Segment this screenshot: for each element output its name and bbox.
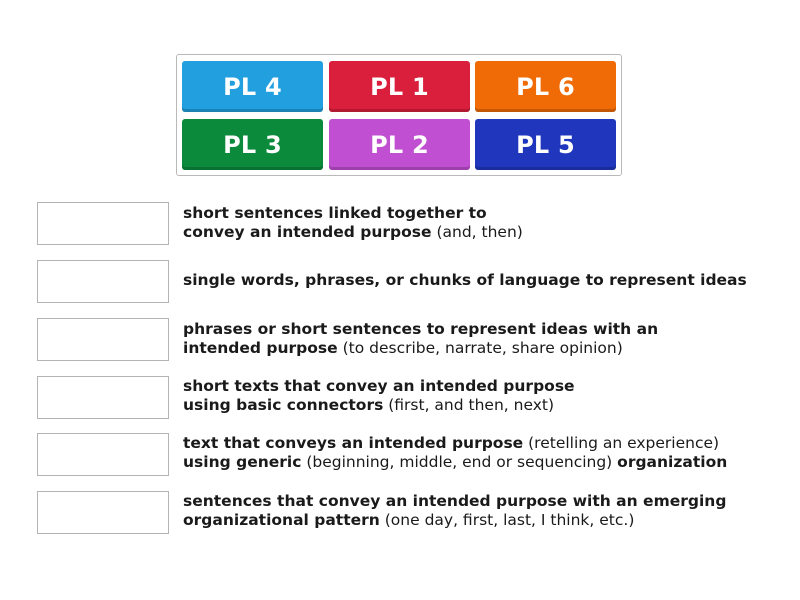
match-row	[37, 376, 737, 420]
description-bold-text: intended purpose	[183, 339, 338, 357]
description-bold-text: text that conveys an intended purpose	[183, 434, 524, 452]
match-row	[37, 202, 737, 246]
description-text	[183, 320, 658, 358]
description-bold-text: organization	[617, 453, 728, 471]
description-bold-text: short texts that convey an intended purpose	[183, 377, 575, 395]
description-example-text: (beginning, middle, end or sequencing)	[301, 453, 618, 471]
description-bold-text: sentences that convey an intended purpose with an emerging	[183, 492, 727, 510]
description-text	[183, 204, 523, 242]
tile-pl-1[interactable]: PL 1	[329, 61, 470, 112]
match-row	[37, 433, 737, 477]
answer-drop-box[interactable]	[37, 202, 169, 245]
description-example-text: (retelling an experience)	[523, 434, 720, 452]
tile-pl-5[interactable]: PL 5	[475, 119, 616, 170]
match-row	[37, 491, 737, 535]
tile-pl-3[interactable]: PL 3	[182, 119, 323, 170]
description-bold-text: short sentences linked together to	[183, 204, 487, 222]
description-example-text: (first, and then, next)	[383, 396, 555, 414]
description-example-text: (to describe, narrate, share opinion)	[337, 339, 623, 357]
answer-drop-box[interactable]	[37, 260, 169, 303]
description-bold-text: single words, phrases, or chunks of language to represent ideas	[183, 271, 747, 289]
description-bold-text: phrases or short sentences to represent ideas with an	[183, 320, 659, 338]
description-text	[183, 434, 727, 472]
description-example-text: (and, then)	[431, 223, 523, 241]
answer-drop-box[interactable]	[37, 491, 169, 534]
description-bold-text: using basic connectors	[183, 396, 384, 414]
description-text	[183, 492, 726, 530]
description-text	[183, 377, 575, 415]
tile-pl-4[interactable]: PL 4	[182, 61, 323, 112]
tile-bank	[176, 54, 622, 176]
match-row	[37, 318, 737, 362]
description-example-text: (one day, first, last, I think, etc.)	[379, 511, 635, 529]
description-bold-text: convey an intended purpose	[183, 223, 432, 241]
description-bold-text: organizational pattern	[183, 511, 380, 529]
description-bold-text: using generic	[183, 453, 302, 471]
tile-pl-2[interactable]: PL 2	[329, 119, 470, 170]
tile-pl-6[interactable]: PL 6	[475, 61, 616, 112]
answer-drop-box[interactable]	[37, 433, 169, 476]
description-text	[183, 271, 747, 290]
answer-drop-box[interactable]	[37, 318, 169, 361]
answer-drop-box[interactable]	[37, 376, 169, 419]
match-row	[37, 260, 747, 304]
